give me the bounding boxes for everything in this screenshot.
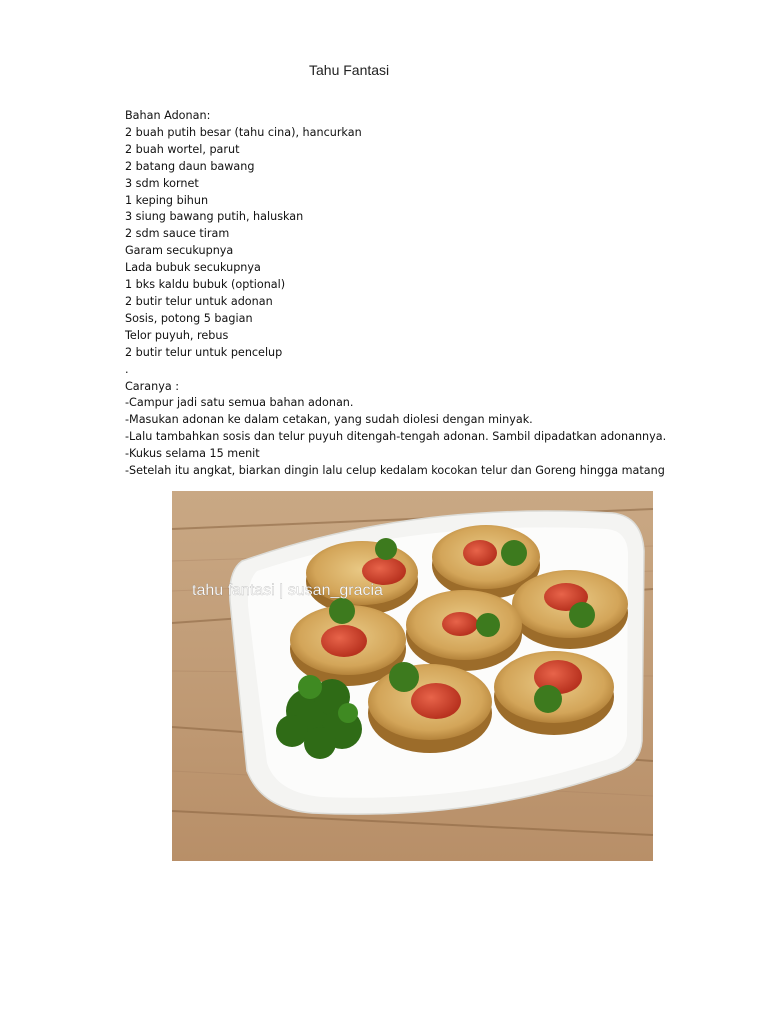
page-title: Tahu Fantasi: [309, 62, 390, 78]
ingredient-item: Sosis, potong 5 bagian: [125, 311, 253, 325]
tofu-cake: [406, 590, 522, 671]
ingredient-item: Garam secukupnya: [125, 244, 234, 258]
food-photo: [172, 491, 653, 861]
ingredient-item: 2 buah putih besar (tahu cina), hancurkan: [125, 125, 362, 139]
ingredient-item: Telor puyuh, rebus: [125, 328, 229, 342]
ingredient-item: 2 butir telur untuk pencelup: [125, 345, 283, 359]
method-step: -Setelah itu angkat, biarkan dingin lalu celup kedalam kocokan telur dan Goreng hingga matang: [125, 464, 665, 478]
ingredient-item: 1 keping bihun: [125, 193, 209, 207]
method-heading: Caranya :: [125, 379, 180, 393]
tofu-cake: [368, 662, 492, 753]
ingredient-item: 3 siung bawang putih, haluskan: [125, 210, 304, 224]
ingredients-heading: Bahan Adonan:: [125, 109, 211, 122]
tofu-cake: [512, 570, 628, 649]
tofu-cake: [494, 651, 614, 735]
separator-dot: .: [125, 362, 129, 376]
photo-watermark: tahu fantasi | susan_gracia: [192, 582, 383, 599]
method-step: -Campur jadi satu semua bahan adonan.: [125, 396, 354, 410]
ingredient-item: 1 bks kaldu bubuk (optional): [125, 278, 286, 292]
method-step: -Lalu tambahkan sosis dan telur puyuh ditengah-tengah adonan. Sambil dipadatkan adonannya.: [125, 430, 667, 444]
ingredient-item: 3 sdm kornet: [125, 176, 199, 190]
food-photo-drawing: [172, 491, 653, 861]
method-step: -Masukan adonan ke dalam cetakan, yang sudah diolesi dengan minyak.: [125, 413, 533, 427]
ingredient-item: 2 butir telur untuk adonan: [125, 294, 273, 308]
ingredient-item: 2 buah wortel, parut: [125, 142, 240, 156]
ingredient-item: 2 sdm sauce tiram: [125, 227, 230, 241]
method-step: -Kukus selama 15 menit: [125, 447, 260, 461]
recipe-text: [125, 108, 685, 480]
ingredient-item: 2 batang daun bawang: [125, 159, 255, 173]
ingredient-item: Lada bubuk secukupnya: [125, 261, 261, 275]
